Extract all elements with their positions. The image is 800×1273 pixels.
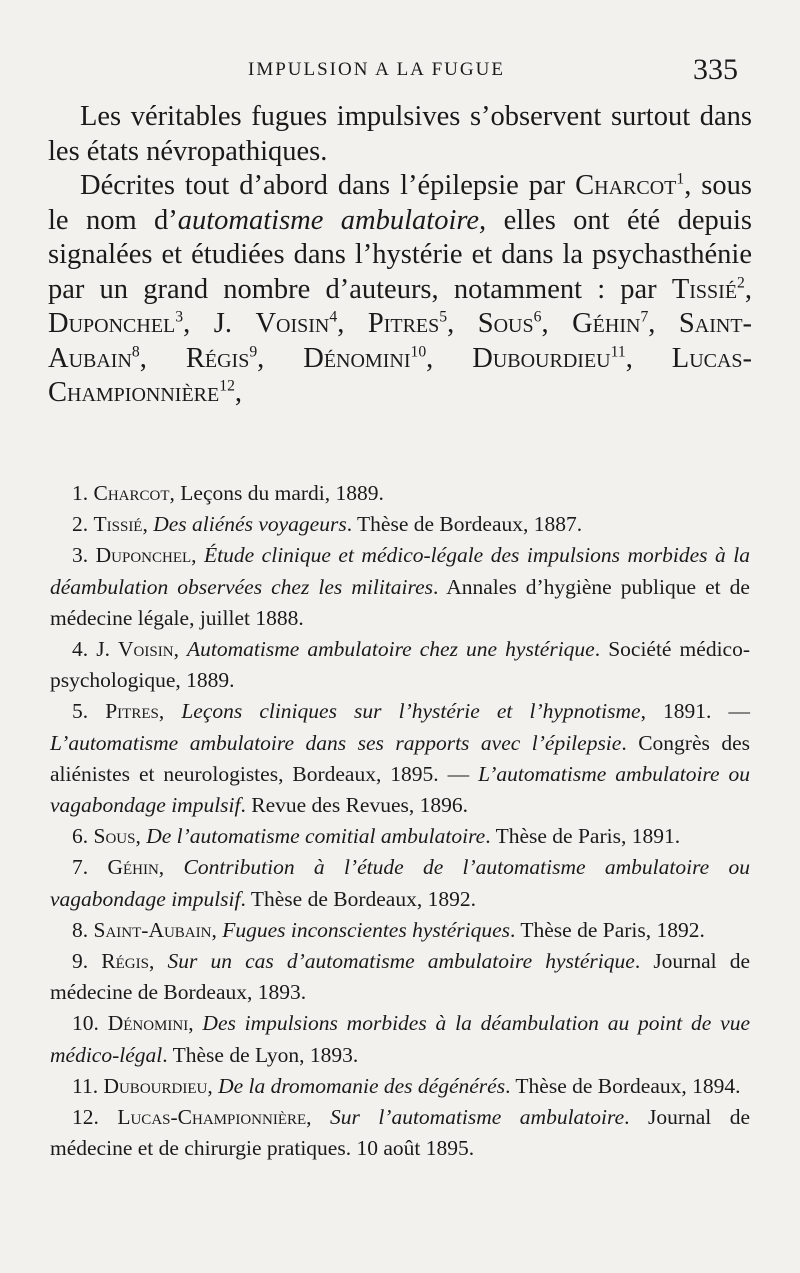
running-title: IMPULSION A LA FUGUE bbox=[248, 59, 505, 80]
author-name: Sous bbox=[477, 308, 534, 339]
text-run: , bbox=[426, 342, 473, 374]
footnote bbox=[50, 821, 750, 852]
footnote-title: De l’automatisme comitial ambulatoire bbox=[146, 824, 486, 849]
footnote-number: 7. bbox=[72, 855, 108, 880]
footnote bbox=[50, 946, 750, 1008]
text-run: , bbox=[191, 543, 205, 568]
text-run: , bbox=[211, 917, 223, 942]
author-name: Duponchel bbox=[48, 308, 176, 339]
footnote-rest: , 1891. bbox=[640, 699, 712, 724]
footnote-rest: . Annales d’hygiène publique et de médecine légale, juillet 1888. bbox=[50, 574, 750, 630]
footnote-author: Géhin bbox=[107, 855, 159, 880]
footnote bbox=[50, 540, 750, 634]
footnote-ref: 7 bbox=[640, 308, 649, 326]
footnote-number: 1. bbox=[72, 481, 94, 505]
footnote-rest: . Revue des Revues, 1896. bbox=[240, 793, 469, 818]
footnote-author: Saint-Aubain bbox=[93, 917, 212, 942]
footnote-author: Régis bbox=[101, 949, 149, 974]
footnote-rest: . Société médico-psychologique, 1889. bbox=[50, 637, 750, 693]
footnote-title: Fugues inconscientes hystériques bbox=[222, 917, 511, 942]
text-run: , bbox=[447, 308, 478, 339]
footnote-ref: 6 bbox=[533, 308, 542, 326]
main-text bbox=[48, 100, 752, 411]
text-run: , bbox=[744, 273, 752, 305]
footnote-rest: . Congrès des aliénistes et neurologistes, Bordeaux, 1895. — bbox=[50, 730, 750, 786]
author-name: Lucas-Championnière bbox=[48, 342, 753, 408]
footnote-ref: 5 bbox=[439, 308, 448, 326]
footnote-ref: 10 bbox=[410, 343, 427, 360]
footnote bbox=[50, 634, 750, 696]
footnote-rest: . Thèse de Lyon, 1893. bbox=[162, 1042, 359, 1067]
text-run: , bbox=[148, 949, 168, 974]
footnote-number: 9. bbox=[72, 949, 102, 974]
footnote-title: Sur un cas d’automatisme ambulatoire hystérique bbox=[167, 949, 635, 974]
footnote-title: De la dromomanie des dégénérés bbox=[218, 1073, 506, 1098]
footnote-rest: . Thèse de Paris, 1892. bbox=[510, 917, 705, 942]
footnote-number: 6. bbox=[72, 824, 94, 849]
footnote bbox=[50, 509, 750, 540]
author-name: Tissié bbox=[671, 273, 738, 305]
footnote-rest: , Leçons du mardi, 1889. bbox=[169, 481, 384, 505]
footnote-rest: . Journal de médecine de Bordeaux, 1893. bbox=[50, 949, 751, 1005]
text-run: , bbox=[541, 308, 573, 339]
footnote-ref: 8 bbox=[131, 343, 140, 360]
footnote-ref: 1 bbox=[676, 170, 685, 188]
text-run: , bbox=[142, 512, 154, 537]
text-run: , J. bbox=[183, 308, 256, 339]
footnote bbox=[50, 1102, 750, 1164]
footnote-title: Leçons cliniques sur l’hystérie et l’hypnotisme bbox=[181, 699, 641, 724]
author-name: Dénomini bbox=[303, 342, 411, 374]
text-run: Décrites tout d’abord dans l’épilepsie par bbox=[80, 170, 576, 201]
author-name: Régis bbox=[185, 342, 250, 374]
footnote bbox=[50, 478, 750, 509]
footnote bbox=[50, 696, 750, 821]
author-name: Charcot bbox=[575, 170, 677, 201]
text-run: , sous le nom d’ bbox=[48, 170, 752, 236]
footnote-ref: 12 bbox=[219, 377, 235, 395]
author-name: Voisin bbox=[255, 308, 330, 339]
footnote-title: Contribution à l’étude de l’automatisme ambulatoire ou vagabondage impulsif bbox=[50, 855, 750, 911]
text-run: , bbox=[158, 855, 184, 880]
footnote-author: Sous bbox=[93, 824, 136, 849]
footnote-author: Voisin bbox=[118, 637, 174, 662]
footnote-author: Dénomini bbox=[107, 1011, 189, 1036]
text-run: , bbox=[625, 342, 672, 374]
footnote-number: 11. bbox=[72, 1073, 104, 1098]
footnote-ref: 9 bbox=[249, 343, 258, 360]
footnotes bbox=[50, 478, 750, 1164]
italic-term: automatisme ambulatoire, bbox=[177, 204, 487, 236]
author-name: Saint-Aubain bbox=[48, 308, 753, 374]
footnote-author: Charcot bbox=[93, 481, 170, 505]
footnote-author: Dubourdieu bbox=[103, 1073, 208, 1098]
footnote-title: L’automatisme ambulatoire ou vagabondage impulsif bbox=[50, 761, 750, 818]
text-run: , bbox=[306, 1105, 330, 1130]
author-name: Dubourdieu bbox=[472, 342, 611, 374]
footnote bbox=[50, 1008, 750, 1070]
footnote-author: Pitres bbox=[105, 699, 159, 724]
footnote-title: L’automatisme ambulatoire dans ses rapports avec l’épilepsie bbox=[50, 730, 622, 755]
footnote-number: 12. bbox=[72, 1105, 118, 1130]
footnote-number: 3. bbox=[72, 543, 96, 568]
footnote-number: 2. bbox=[72, 512, 94, 537]
running-head bbox=[0, 55, 800, 85]
footnote-title: Étude clinique et médico-légale des impulsions morbides à la déambulation observées chez les militaires bbox=[50, 543, 751, 599]
author-name: Pitres bbox=[367, 308, 440, 339]
paragraph-2 bbox=[48, 169, 752, 411]
text-run: , bbox=[234, 377, 243, 408]
footnote-ref: 4 bbox=[329, 308, 338, 326]
text-run: , bbox=[158, 699, 182, 724]
footnote-rest: . Thèse de Paris, 1891. bbox=[485, 824, 681, 849]
footnote-author: Lucas-Championnière bbox=[117, 1105, 307, 1130]
footnote-rest: . Thèse de Bordeaux, 1894. bbox=[505, 1073, 741, 1098]
text-run: elles ont été depuis signalées et étudiées dans l’hystérie et dans la psychasthénie par un grand nombre d’auteurs, notamment : par bbox=[48, 204, 752, 305]
footnote-rest: . Thèse de Bordeaux, 1887. bbox=[346, 512, 583, 537]
text-run: , bbox=[188, 1011, 203, 1036]
footnote-title: Des impulsions morbides à la déambulation au point de vue médico-légal bbox=[50, 1011, 751, 1067]
footnote-author: Duponchel bbox=[95, 543, 192, 568]
footnote-title: Automatisme ambulatoire chez une hystérique bbox=[187, 637, 595, 662]
footnote-ref: 3 bbox=[175, 308, 184, 326]
footnote-rest: — bbox=[711, 699, 750, 724]
footnote-number: 10. bbox=[72, 1011, 108, 1036]
text-run: , bbox=[139, 342, 186, 374]
footnote-title: Sur l’automatisme ambulatoire bbox=[330, 1105, 625, 1130]
footnote-ref: 11 bbox=[610, 343, 626, 360]
paragraph-1: Les véritables fugues impulsives s’observent surtout dans les états névropathiques. bbox=[48, 101, 752, 167]
footnote-author: Tissié bbox=[93, 512, 143, 537]
footnote bbox=[50, 915, 750, 946]
text-run: , bbox=[135, 824, 147, 849]
footnote bbox=[50, 1071, 750, 1102]
text-run: , bbox=[207, 1073, 219, 1098]
footnote-number: 8. bbox=[72, 917, 94, 942]
author-name: Géhin bbox=[572, 308, 641, 339]
footnote bbox=[50, 852, 750, 914]
footnote-number: 5. bbox=[72, 699, 106, 724]
page-number: 335 bbox=[693, 53, 738, 86]
text-run: , bbox=[337, 308, 368, 339]
text-run: , bbox=[257, 342, 304, 374]
footnote-rest: . Thèse de Bordeaux, 1892. bbox=[240, 886, 476, 911]
footnote-number: 4. J. bbox=[72, 637, 119, 662]
footnote-title: Des aliénés voyageurs bbox=[153, 512, 347, 537]
footnote-rest: . Journal de médecine et de chirurgie pratiques. 10 août 1895. bbox=[50, 1105, 751, 1161]
text-run: , bbox=[173, 637, 188, 662]
text-run: , bbox=[648, 308, 679, 339]
footnote-ref: 2 bbox=[737, 274, 745, 291]
